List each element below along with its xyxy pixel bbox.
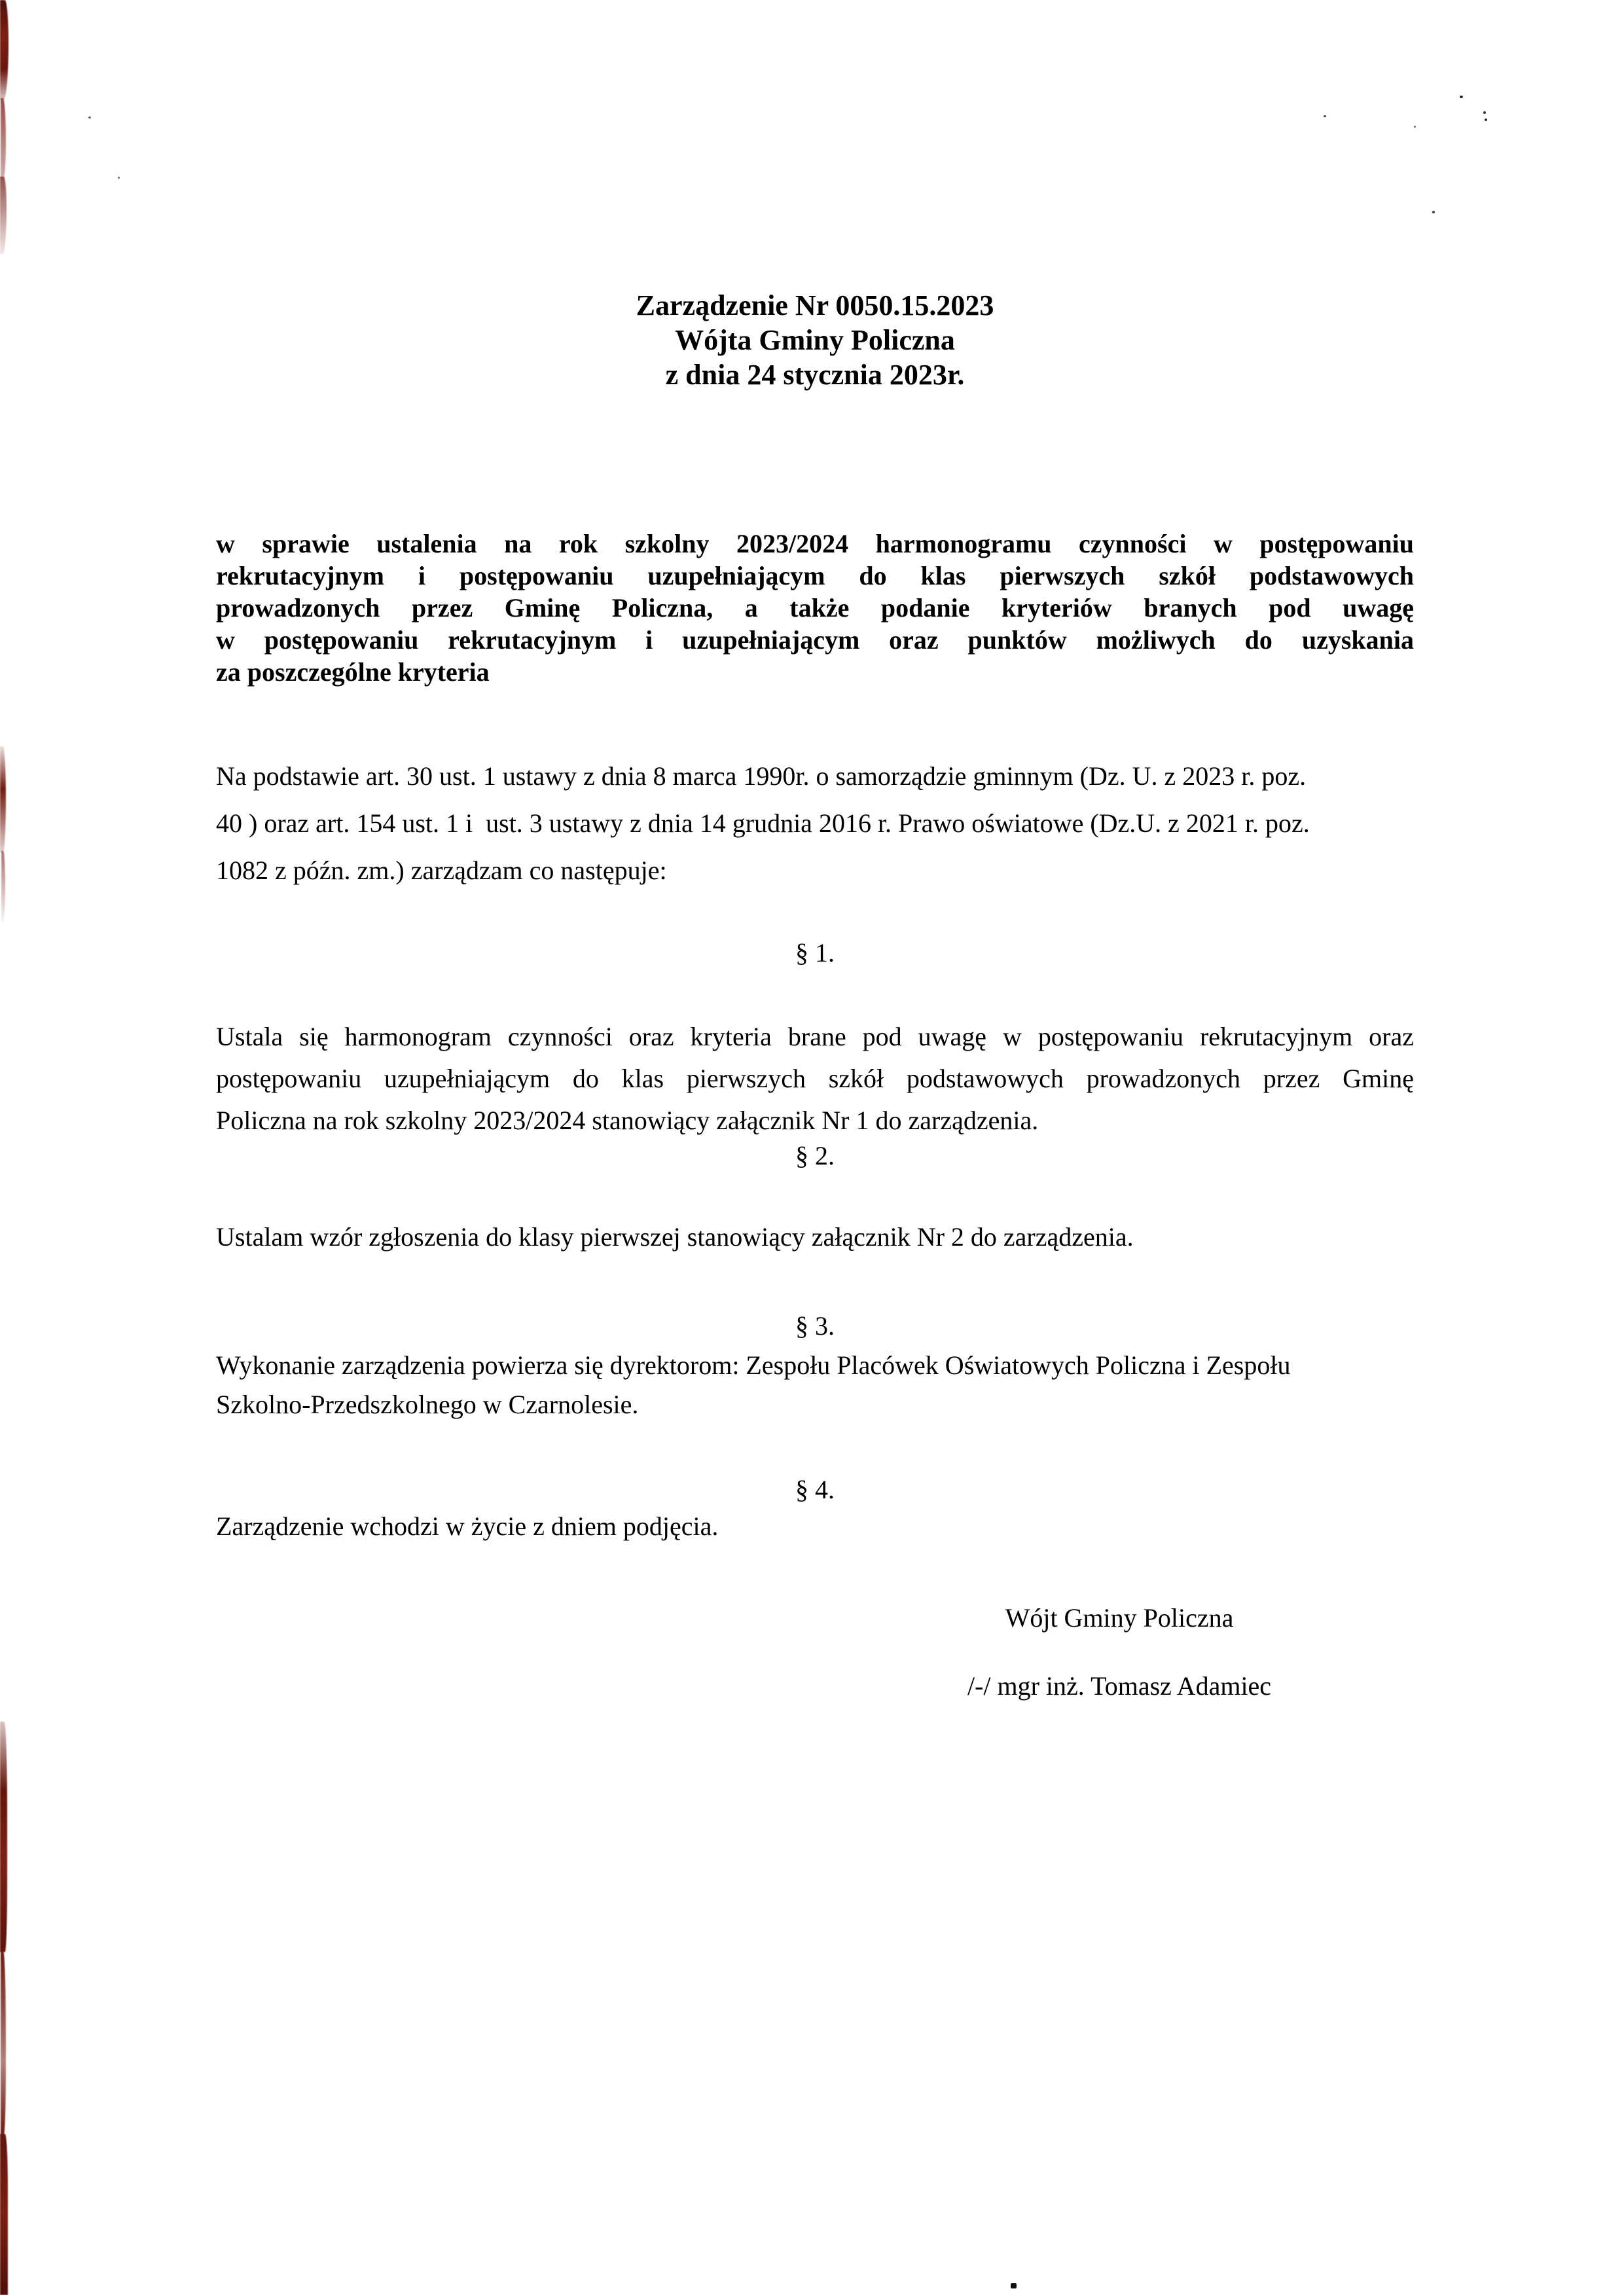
paragraph-line: Ustala się harmonogram czynności oraz kryteria brane pod uwagę w postępowaniu rekrutacyjnym oraz: [216, 1022, 1414, 1051]
section-2-paragraph: [216, 1221, 1414, 1253]
scan-speck: [88, 117, 91, 118]
paragraph-line: Zarządzenie wchodzi w życie z dniem podjęcia.: [216, 1511, 719, 1541]
paragraph-line: Policzna na rok szkolny 2023/2024 stanowiący załącznik Nr 1 do zarządzenia.: [216, 1106, 1039, 1135]
scan-artifact-streak: [0, 177, 7, 254]
paragraph-line: Na podstawie art. 30 ust. 1 ustawy z dnia 8 marca 1990r. o samorządzie gminnym (Dz. U. z 2023 r. poz.: [216, 761, 1307, 791]
scan-speck: [1483, 111, 1486, 114]
title-line: Zarządzenie Nr 0050.15.2023: [636, 289, 994, 321]
scan-artifact-streak: [0, 746, 6, 852]
title-line: z dnia 24 stycznia 2023r.: [665, 359, 965, 391]
section-heading-4: § 4.: [795, 1475, 835, 1504]
paragraph-line: w postępowaniu rekrutacyjnym i uzupełniającym oraz punktów możliwych do uzyskania: [216, 625, 1414, 655]
title-line: Wójta Gminy Policzna: [675, 324, 955, 356]
section-3-paragraph: [216, 1346, 1414, 1424]
scan-artifact-streak: [0, 2134, 8, 2295]
paragraph-line: Ustalam wzór zgłoszenia do klasy pierwszej stanowiący załącznik Nr 2 do zarządzenia.: [216, 1222, 1134, 1252]
paragraph-line: 1082 z późn. zm.) zarządzam co następuje:: [216, 856, 667, 885]
paragraph-line: Szkolno-Przedszkolnego w Czarnolesie.: [216, 1390, 639, 1419]
legal-basis-paragraph: [216, 753, 1414, 894]
section-heading-2: § 2.: [795, 1141, 835, 1170]
scan-speck: [118, 177, 120, 179]
paragraph-line: za poszczególne kryteria: [216, 657, 490, 687]
scan-artifact-streak: [1, 851, 5, 922]
scan-speck: [1485, 118, 1487, 121]
scan-artifact-streak: [1, 1951, 6, 2135]
document-title: [216, 288, 1414, 392]
paragraph-line: Wykonanie zarządzenia powierza się dyrektorom: Zespołu Placówek Oświatowych Policzna i Zespołu: [216, 1350, 1291, 1380]
scan-speck: [1414, 126, 1416, 128]
section-heading-3: § 3.: [795, 1311, 835, 1341]
signature-role: Wójt Gminy Policzna: [1005, 1603, 1234, 1633]
scan-speck: [1432, 211, 1435, 213]
scan-artifact-streak: [0, 0, 9, 99]
paragraph-line: postępowaniu uzupełniającym do klas pierwszych szkół podstawowych prowadzonych przez Gminę: [216, 1064, 1414, 1093]
scan-speck: [1460, 96, 1463, 98]
section-heading-1: § 1.: [795, 938, 835, 967]
document-body: [216, 0, 1414, 2295]
signature-name: /-/ mgr inż. Tomasz Adamiec: [967, 1671, 1272, 1701]
paragraph-line: w sprawie ustalenia na rok szkolny 2023/2024 harmonogramu czynności w postępowaniu: [216, 529, 1414, 558]
scan-artifact-streak: [1, 98, 6, 178]
section-1-paragraph: [216, 1016, 1414, 1142]
paragraph-line: rekrutacyjnym i postępowaniu uzupełniającym do klas pierwszych szkół podstawowych: [216, 561, 1414, 590]
subject-paragraph: [216, 528, 1414, 688]
paragraph-line: prowadzonych przez Gminę Policzna, a także podanie kryteriów branych pod uwagę: [216, 593, 1414, 623]
paragraph-line: 40 ) oraz art. 154 ust. 1 i ust. 3 ustawy z dnia 14 grudnia 2016 r. Prawo oświatowe (Dz.U. z 2021 r. poz.: [216, 808, 1310, 838]
section-4-paragraph: [216, 1511, 1414, 1542]
scan-artifact-streak: [0, 1722, 7, 1952]
